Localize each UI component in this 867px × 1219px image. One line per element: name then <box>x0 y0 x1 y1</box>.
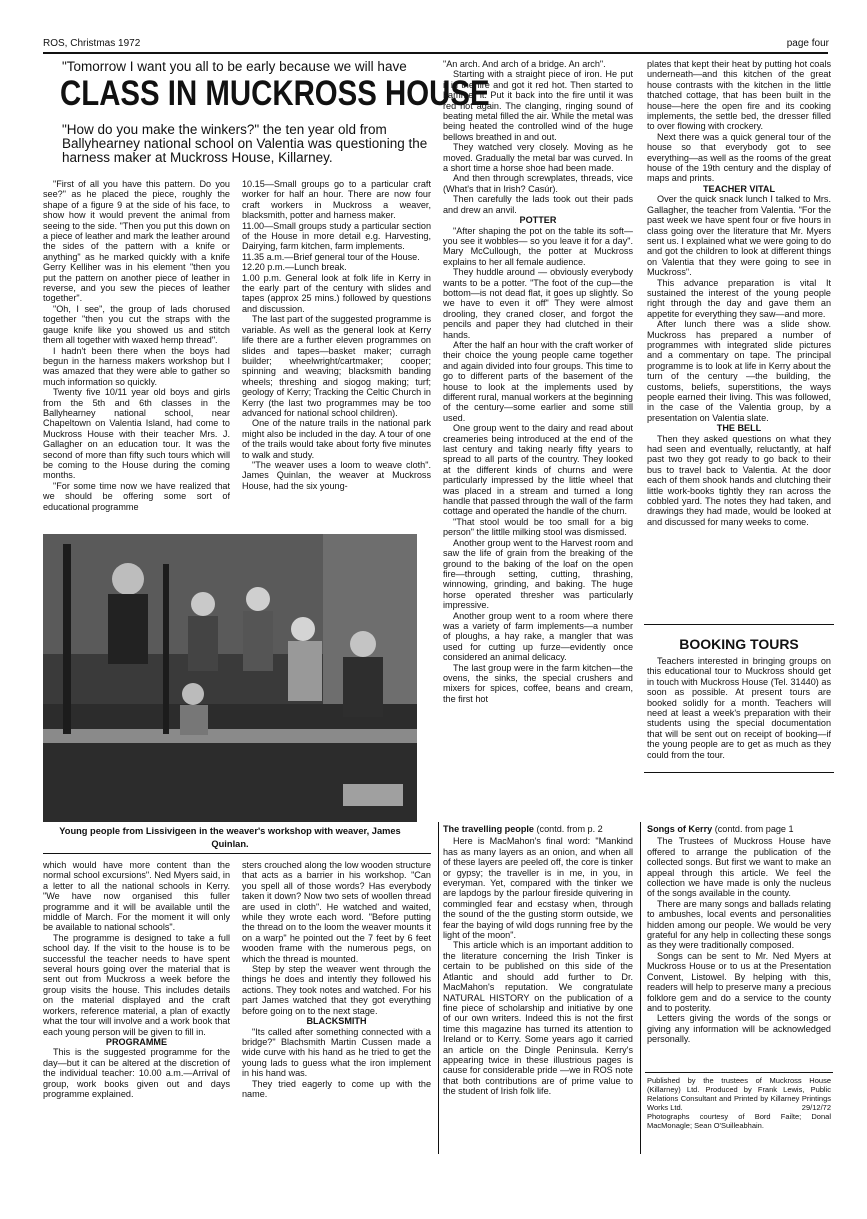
paragraph: The last group were in the farm kitchen—the ovens, the sinks, the special crushers and mixers for spices, coffee, beans and cream, the first hot <box>443 662 633 704</box>
paragraph: And then through screwplates, threads, vice (What's that in Irish? Casúr). <box>443 173 633 194</box>
imprint-date: 29/12/72 <box>801 1103 831 1112</box>
paragraph: "That stool would be too small for a big person" the littlle milking stool was dismissed. <box>443 516 633 538</box>
songs-of-kerry-story <box>647 824 831 1064</box>
paragraph: They tried eagerly to come up with the name. <box>242 1078 431 1099</box>
paragraph: Letters giving the words of the songs or giving any information will be acknowledged personally. <box>647 1013 831 1045</box>
paragraph: One of the nature trails in the national park might also be included in the day. A tour of one of the trails would take about forty five minutes to walk and study. <box>242 418 431 460</box>
paragraph: 11.35 a.m.—Brief general tour of the House. <box>242 251 420 262</box>
imprint-rule <box>645 1072 833 1073</box>
lower-column-1 <box>43 860 230 1160</box>
paragraph: After the half an hour with the craft worker of their choice the young people came together and again divided into four groups. This time to go to different parts of the basement of the house to look at the implements used by different rural, manual workers at the beginning of the century—some earlier and some still used. <box>443 339 633 423</box>
paragraph: sters crouched along the low wooden structure that acts as a barrier in his workshop. "Can you spell all of those words? Has everybody taken it down? Now two sets of woollen thread are used in cloth". He watched and waited, while they wrote each word. "Before putting the thread on to the loom the weaver mounts it on a warp" he pointed out the 7 feet by 6 feet wooden frame with the numerous pegs, on which the thread is mounted. <box>242 860 431 964</box>
paragraph: 10.15—Small groups go to a particular craft worker for half an hour. There are now four craft workers in Muckross a weaver, blacksmith, potter and harness maker. <box>242 179 431 221</box>
paragraph: The Trustees of Muckross House have offered to arrange the publication of the collected songs. But first we want to make an appeal through this article. We feel the collection we have made is only the nucleus of the songs available in the county. <box>647 836 831 899</box>
travelling-people-story <box>443 824 633 1154</box>
lower-column-2 <box>242 860 431 1160</box>
imprint-block <box>647 1076 831 1130</box>
article-column-4 <box>647 59 831 619</box>
article-column-3 <box>443 59 633 822</box>
paragraph: Twenty five 10/11 year old boys and girls from the 5th and 6th classes in the Ballyhearney national school, near Chapeltown on Valentia Island, had come to Muckross House with their teacher Mrs. J. Gallagher on an education tour. It was the second of more than fifty such tours which will be coming to the House during the coming months. <box>43 387 230 481</box>
paragraph: Songs can be sent to Mr. Ned Myers at Muckross House or to us at the Presentation Convent, Listowel. By helping with this, readers will help to preserve many a precious folklore gem and do a service to the county and to posterity. <box>647 950 831 1013</box>
paragraph: The last part of the suggested programme is variable. As well as the general look at Kerry life there are a further eleven programmes on slides and tapes—basket maker; curragh builder; wheelwright/cartmaker; cooper; spinning and weaving; blacksmith banding wheels; threshing and siogog making; turf; geology of Kerry; Tracking the Celtic Church in Kerry (the last two programmes may be too advanced for national school children). <box>242 314 431 418</box>
paragraph: "First of all you have this pattern. Do you see?" as he placed the piece, roughly the shape of a figure 9 at the side of his face, to show how it would prevent the animal from seeing to the side. "Then you put this down on a piece of leather and mark the leather around the sides of the pattern with a knife or anything" as he marked quickly with a knife Gerry Kelliher was in his element "then you put the pattern on another piece of leather in reverse, and you sew the pieces of leather together". <box>43 179 230 304</box>
imprint-text: Published by the trustees of Muckross House (Killarney) Ltd. Produced by Frank Lewis, Public Relations Consultant and Printed by Killarney Printings Works Ltd. <box>647 1076 831 1112</box>
paragraph: Then carefully the lads took out their pads and drew an anvil. <box>443 194 633 215</box>
caption-rule <box>43 853 431 854</box>
article-kicker: "Tomorrow I want you all to be early because we will have <box>62 59 407 74</box>
paragraph: 11.00—Small groups study a particular section of the House in more detail e.g. Harvesting, Dairying, farm kitchen, farm implements. <box>242 220 431 252</box>
paragraph: 12.20 p.m.—Lunch break. <box>242 262 347 273</box>
paragraph: I hadn't been there when the boys had begun in the harness makers workshop but I was amazed that they were able to gather so much information so quickly. <box>43 345 230 387</box>
column-divider <box>640 822 641 1154</box>
paragraph: One group went to the dairy and read about creameries being introduced at the end of the last century and taking nearly fifty years to spread to all parts of the country. They looked at the different kinds of churns and were particularly impressed by the little wheel that was placed in a stream and turned a long handle that passed through the wall of the farm cottage and operated the handle of the churn. <box>443 423 633 517</box>
column-divider <box>438 822 439 1154</box>
booking-title: BOOKING TOURS <box>679 636 799 652</box>
paragraph: This article which is an important addition to the literature concerning the Irish Tinker is certain to be published on this side of the Atlantic and should add further to Dr. MacMahon's reputation. We congratulate NATURAL HISTORY on the publication of a fine piece of scholarship and initiative by one of our own writers. Indeed this is not the first time this magazine has turned its attention to Ireland or to Kerry. Some years ago it carried an article on the Dingle Peninsula. Kerry's appearing twice in these illustrious pages is cause for considerable pride —we in ROS note that both contributions are of prime value to the student of Irish folk life. <box>443 940 633 1097</box>
header-rule <box>43 52 828 54</box>
paragraph: This advance preparation is vital It sustained the interest of the young people right through the day and gave them an appetite for everything they saw—and more. <box>647 277 831 319</box>
page-number: page four <box>786 38 829 49</box>
section-heading-the-bell: THE BELL <box>716 423 762 434</box>
paragraph: which would have more content than the normal school excursions". Ned Myers said, in a letter to all the national schools in Kerry. "We have now organised this fuller programme and it will be available until the middle of March. For the moment it will only be available to national schools". <box>43 860 230 933</box>
section-heading-blacksmith: BLACKSMITH <box>306 1016 367 1027</box>
section-heading-programme: PROGRAMME <box>105 1036 168 1047</box>
paragraph: They watched very closely. Moving as he moved. Gradually the metal bar was curved. In a short time a horse shoe had been made. <box>443 142 633 174</box>
photo-illustration <box>43 534 417 822</box>
paragraph: Another group went to a room where there was a variety of farm implements—a number of ploughs, a hay rake, a mangler that was used for cutting up furze—evidently once considered an animal delicacy. <box>443 610 633 663</box>
imprint-photo-credits: Photographs courtesy of Bord Failte; Donal MacMonagle; Sean O'Suilleabhain. <box>647 1112 831 1130</box>
paragraph: Over the quick snack lunch I talked to Mrs. Gallagher, the teacher from Valentia. "For the past week we have spent four or five hours in class going over the literature that Mr. Myers sent us. I explained what we were going to do and got the children to look at different things on Valentia that they were going to see in Muckross". <box>647 194 831 278</box>
paragraph: "After shaping the pot on the table its soft—you see it wobbles— so you leave it for a day". Mary McCullough, the potter at Muckross explains to her all female audience. <box>443 225 633 267</box>
paragraph: "For some time now we have realized that we should be offering some sort of educational programme <box>43 480 230 512</box>
paragraph: The programme is designed to take a full school day. If the visit to the house is to be successful the teacher needs to have spent several hours going over the material that is sent out from Muckross a week before the group visits the house. This includes details on the material displayed and the craft workers, reference material, a plan of exactly what the tour will involve and a work book that each young person will be given to fill in. <box>43 932 230 1037</box>
paragraph: "An arch. And arch of a bridge. An arch". <box>443 59 606 69</box>
section-heading-teacher-vital: TEACHER VITAL <box>702 183 776 194</box>
paragraph: After lunch there was a slide show. Muckross has prepared a number of programmes with integrated slide pictures and a commentary on tape. The principal programme is to look at life in Kerry about the turn of the century —the building, the customs, beliefs, superstitions, the ways people earned their living. This was followed, in the case of the Valentia group, by a presentation on Valentia slate. <box>647 319 831 423</box>
issue-label: ROS, Christmas 1972 <box>43 38 141 49</box>
article-title: CLASS IN MUCKROSS HOUSE <box>60 74 490 113</box>
paragraph: There are many songs and ballads relating to ambushes, local events and personalities hidden among our people. We would be very grateful for any help in collecting these songs as they were traditionally composed. <box>647 898 831 951</box>
paragraph: Here is MacMahon's final word: "Mankind has as many layers as an onion, and when all of these layers are peeled off, the core is tinker or gypsy; the traveller is in me, in you, in everyman. Yet, compared with the tinker we are lapdogs by the parlour fireside quivering in commingled fear and ecstasy when, through the sound of the the gusting storm outside, we fear the baying of wild dogs running free by the light of the moon". <box>443 836 633 941</box>
booking-text-block <box>647 656 831 766</box>
paragraph: Next there was a quick general tour of the house so that everybody got to see everything—as well as the rooms of the great house of the 19th century and the display of maps and prints. <box>647 131 831 184</box>
photo-caption: Young people from Lissivigeen in the weaver's workshop with weaver, James Quinlan. <box>59 826 401 849</box>
travelling-people-continued: (contd. from p. 2 <box>536 824 603 834</box>
article-column-2 <box>242 179 431 531</box>
paragraph: plates that kept their heat by putting hot coals underneath—and this kitchen of the great house contrasts with the kitchen in the little thatched cottage, that has been built in the house—here the open fire and its cooking implements, the settle bed, the dresser filled to over flowing with crockery. <box>647 59 831 132</box>
paragraph: They huddle around — obviously everybody wants to be a potter. "The foot of the cup—the bottom—is not dead flat, it goes up slightly. So we have to even it off" They were almost drooling, they craned closer, and forgot the pencils and paper they had clutched in their hands. <box>443 267 633 340</box>
paragraph: This is the suggested programme for the day—but it can be altered at the discretion of the individual teacher: 10.00 a.m.—Arrival of group, work books given out and days programme explained. <box>43 1047 230 1099</box>
paragraph: "Its called after something connected with a bridge?" Blachsmith Martin Cussen made a wide curve with his hand as he tried to get the young lads to guess what the iron implement in his hand was. <box>242 1026 431 1079</box>
paragraph: Then they asked questions on what they had seen and eventually, reluctantly, at half past two they got ready to go back to their bus to travel back to Valentia. At the door each of them shook hands and clutching their little work-books tightly they ran across the cobbled yard. The notes they had taken, and drawings they had made, would be looked at and discussed for many weeks to come. <box>647 433 831 527</box>
section-heading-potter: POTTER <box>519 215 557 226</box>
booking-text: Teachers interested in bringing groups on this educational tour to Muckross should get in touch with Muckross House (Tel. 31440) as soon as possible. At present tours are booked solidly for a month. Teachers will need at least a week's preparation with their students using the special documentation that will be sent out on receipt of booking—if the young people are to get as much as they could from the tour. <box>647 656 831 760</box>
songs-of-kerry-heading: Songs of Kerry <box>647 824 713 834</box>
paragraph: Starting with a straight piece of iron. He put it in the fire and got it red hot. Then started to hammer it. Put it back into the fire until it was red hot again. The clanging, ringing sound of beating metal filled the air. While the metal was being heated the controlled wind of the huge bellows breathed in and out. <box>443 69 633 142</box>
booking-bottom-rule <box>644 772 834 773</box>
paragraph: Step by step the weaver went through the things he does and intently they followed his actions. They took notes and watched. For his part James watched that they got everything before going on to the next stage. <box>242 964 431 1016</box>
paragraph: "The weaver uses a loom to weave cloth". James Quinlan, the weaver at Muckross House, had the six young- <box>242 459 431 491</box>
weaver-workshop-photo <box>43 534 417 822</box>
article-column-1 <box>43 179 230 531</box>
booking-top-rule <box>644 624 834 625</box>
paragraph: "Oh, I see", the group of lads chorused together "then you cut the straps with the gauge knife like you showed us and stitch them all together with waxed hemp thread". <box>43 303 230 346</box>
travelling-people-heading: The travelling people <box>443 824 534 834</box>
songs-of-kerry-continued: (contd. from page 1 <box>714 824 794 834</box>
paragraph: 1.00 p.m. General look at folk life in Kerry in the early part of the century with slides and tapes (approx 25 mins.) followed by questions and discussion. <box>242 272 431 314</box>
article-standfirst: "How do you make the winkers?" the ten year old from Ballyhearney national school on Valentia was questioning the harness maker at Muckross House, Killarney. <box>62 122 428 165</box>
paragraph: Another group went to the Harvest room and saw the life of grain from the breaking of the ground to the baking of the loaf on the open fire—through setting, cutting, thrashing, winnowing, grinding, and baking. The huge horse operated thresher was particularly impressive. <box>443 537 633 611</box>
